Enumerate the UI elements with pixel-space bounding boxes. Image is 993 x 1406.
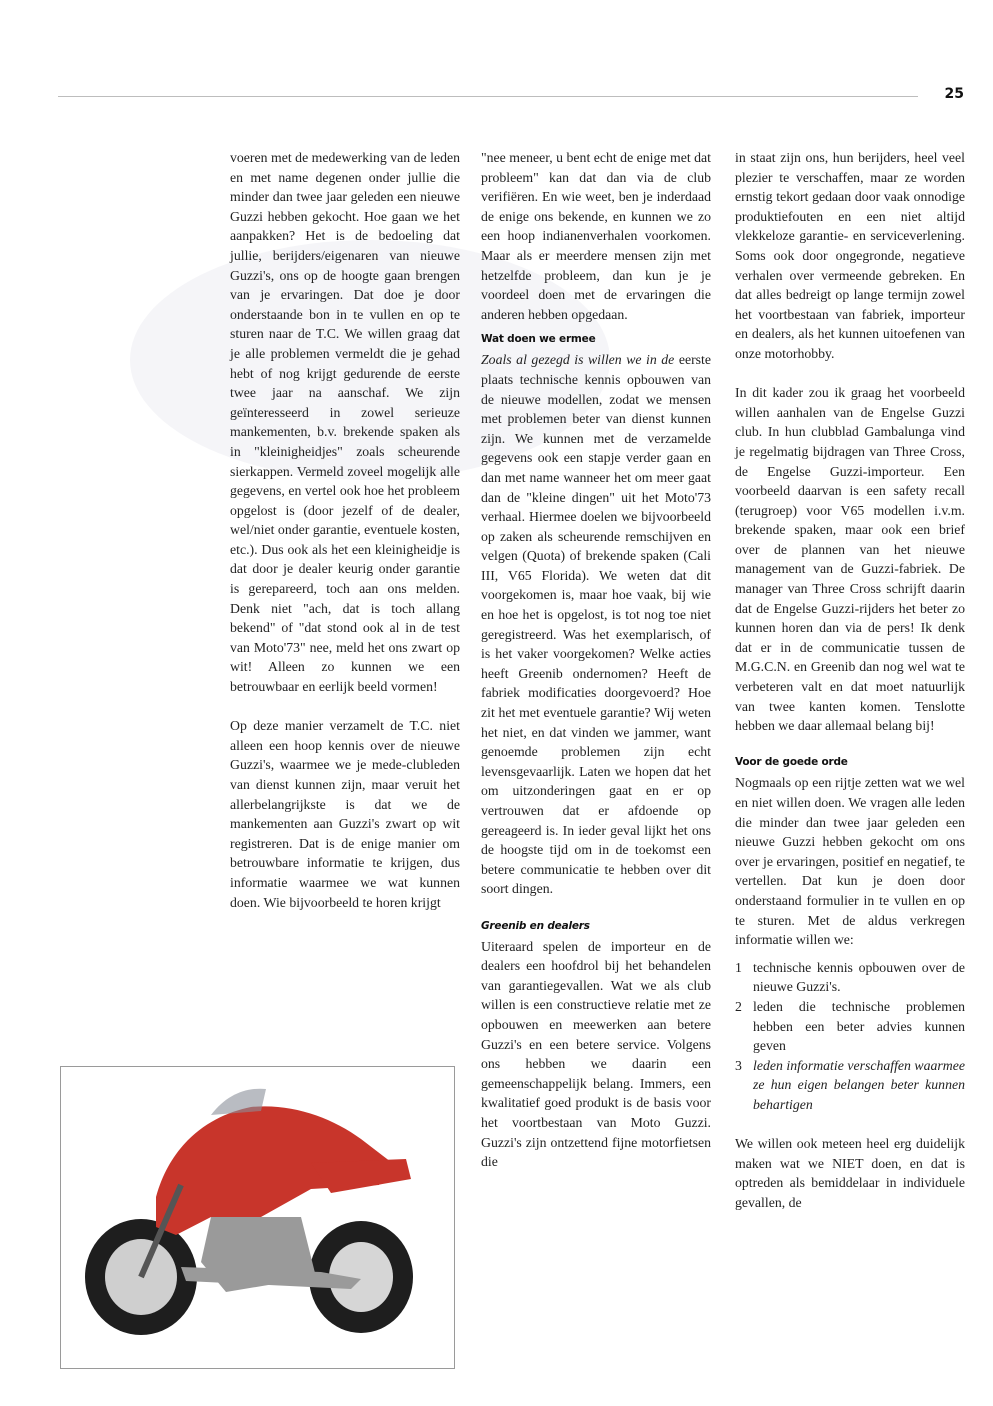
section-heading: Voor de goede orde xyxy=(735,756,848,769)
list-number: 3 xyxy=(735,1057,742,1073)
windscreen xyxy=(211,1089,266,1115)
paragraph: "nee meneer, u bent echt de enige met dat probleem" kan dat dan via de club verifiëren. En wie weet, ben je inderdaad de enige ons bekende, en kunnen we zo een hoop indianenverhalen voorkomen. Maar als er meerdere mensen zijn met hetzelfde probleem, dan kun je je voordeel doen met de ervaringen die anderen hebben opgedaan. xyxy=(481,150,711,322)
list-item xyxy=(735,958,965,997)
list-text: leden die technische problemen hebben een beter advies kunnen geven xyxy=(753,998,965,1054)
list-text: leden informatie verschaffen waarmee ze hun eigen belangen beter kunnen behartigen xyxy=(753,1057,965,1112)
list-item xyxy=(735,997,965,1056)
paragraph xyxy=(481,350,711,899)
list-item xyxy=(735,1056,965,1115)
paragraph: Op deze manier verzamelt de T.C. niet alleen een hoop kennis over de nieuwe Guzzi's, waarmee we je mede-clubleden van dienst kunnen zijn, maar veruit het allerbelangrijkste is dat we de mankementen aan Guzzi's zwart op wit registreren. Dat is de enige manier om betrouwbare informatie te krijgen, dus informatie waarmee we wat kunnen doen. Wie bijvoorbeeld te horen krijgt xyxy=(230,718,460,910)
page-number: 25 xyxy=(944,86,964,102)
numbered-list xyxy=(735,958,965,1115)
paragraph: In dit kader zou ik graag het voorbeeld willen aanhalen van de Engelse Guzzi club. In hun clubblad Gambalunga vind je regelmatig bijdragen van Three Cross, de Engelse Guzzi-importeur. Een voorbeeld daarvan is een safety recall (terugroep) voor V65 modellen i.v.m. brekende spaken, maar ook een brief over de plannen van het nieuwe management van de Guzzi-fabriek. De manager van Three Cross schrijft daarin dat de Engelse Guzzi-rijders het beter zo kunnen horen dan via de pers! Ik denk dat er in de communicatie tussen de M.G.C.N. en Greenib dan nog wel wat te verbeteren valt en dat moet natuurlijk van twee kanten komen. Tenslotte hebben we daar allemaal belang bij! xyxy=(735,385,965,734)
header-rule xyxy=(58,96,918,97)
list-text: technische kennis opbouwen over de nieuwe Guzzi's. xyxy=(753,959,965,995)
paragraph: voeren met de medewerking van de leden en met name degenen onder jullie die minder dan twee jaar geleden een nieuwe Guzzi hebben gekocht. Hoe gaan we het aanpakken? Het is de bedoeling dat jullie, berijders/eigenaren van nieuwe Guzzi's, ons op de hoogte gaan brengen van je ervaringen. Dat doe je door onderstaande bon in te vullen en op te sturen naar de T.C. We willen graag dat je alle problemen vermeldt die je gehad hebt of nog krijgt gedurende de eerste twee jaar na aanschaf. We zijn geïnteresseerd in zowel serieuze mankementen, b.v. brekende spaken als in "kleinigheidjes" zoals scheurende sierkappen. Vermeld zoveel mogelijk alle gegevens, en vertel ook hoe het probleem opgelost is (door jezelf of de dealer, wel/niet onder garantie, eventuele kosten, etc.). Dus ook als het een kleinigheidje is dat door je dealer keurig onder garantie is gerepareerd, toch aan ons melden. Denk niet "ach, dat is toch allang bekend" of "dat stond ook al in de test van Moto'73" nee, meld het ons zwart op wit! Alleen zo kunnen we een betrouwbaar en eerlijk beeld vormen! xyxy=(230,150,460,695)
paragraph: in staat zijn ons, hun berijders, heel veel plezier te verschaffen, maar ze worden ernstig tekort gedaan door vaak onnodige produktiefouten en een niet altijd vlekkeloze garantie- en serviceverlening. Soms ook door ongegronde, negatieve verhalen over vermeende gebreken. En dat alles bedreigt op lange termijn zowel het voortbestaan van fabriek, importeur en dealers, als het kunnen uitoefenen van onze motorhobby. xyxy=(735,150,965,361)
paragraph: Nogmaals op een rijtje zetten wat we wel en niet willen doen. We vragen alle leden die minder dan twee jaar geleden een nieuwe Guzzi hebben gekocht om ons over je ervaringen, positief en negatief, te vertellen. Dat kun je doen door onderstaand formulier in te vullen en op te sturen. Met de aldus verkregen informatie willen we: xyxy=(735,775,965,948)
section-heading: Wat doen we ermee xyxy=(481,333,596,346)
list-number: 1 xyxy=(735,959,742,975)
paragraph: We willen ook meteen heel erg duidelijk maken wat we NIET doen, en dat is optreden als bemiddelaar in individuele gevallen, de xyxy=(735,1136,965,1210)
column-2 xyxy=(481,148,711,1191)
section-heading: Greenib en dealers xyxy=(481,919,590,932)
motorcycle-illustration xyxy=(61,1067,454,1368)
italic-lead: Zoals al gezegd is willen we in de xyxy=(481,352,675,368)
motorcycle-photo xyxy=(60,1066,455,1369)
paragraph-text: eerste plaats technische kennis opbouwen van de nieuwe modellen, zodat we mensen met problemen beter van dienst kunnen zijn. We kunnen met de verzamelde gegevens ook een stapje verder gaan en dan met name wanneer het om meer gaat dan de "kleine dingen" uit het Moto'73 verhaal. Hiermee doelen we bijvoorbeeld op zaken als scheurende remschijven en velgen (Quota) of brekende spaken (Cali III, V65 Florida). We weten dat dit voorgekomen is, maar hoe vaak, bij wie en hoe het is opgelost, is tot nog toe niet geregistreerd. Was het exemplarisch, of is het vaker voorgekomen? Welke acties heeft Greenib ondernomen? Heeft de fabriek modificaties doorgevoerd? Hoe zit het met eventuele garantie? Wij weten het niet, en dat vinden we jammer, want genoemde problemen zijn echt levensgevaarlijk. Laten we hopen dat het om uitzonderingen gaat en er op vertrouwen dat er afdoende op gereageerd is. In ieder geval lijkt het ons de hoogste tijd om in de toekomst een betere communicatie te hebben over dit soort dingen. xyxy=(481,352,711,897)
motorcycle-shape xyxy=(85,1089,413,1335)
list-number: 2 xyxy=(735,998,742,1014)
column-1 xyxy=(230,148,460,932)
paragraph: Uiteraard spelen de importeur en de dealers een hoofdrol bij het behandelen van garantiegevallen. Wat we als club willen is een constructieve relatie met ze opbouwen en meewerken aan betere Guzzi's en een betere service. Volgens ons hebben we daarin een gemeenschappelijk belang. Immers, een kwalitatief goed produkt is de basis voor het voortbestaan van Moto Guzzi. Guzzi's zijn ontzettend fijne motorfietsen die xyxy=(481,938,711,1170)
column-3 xyxy=(735,148,965,1232)
